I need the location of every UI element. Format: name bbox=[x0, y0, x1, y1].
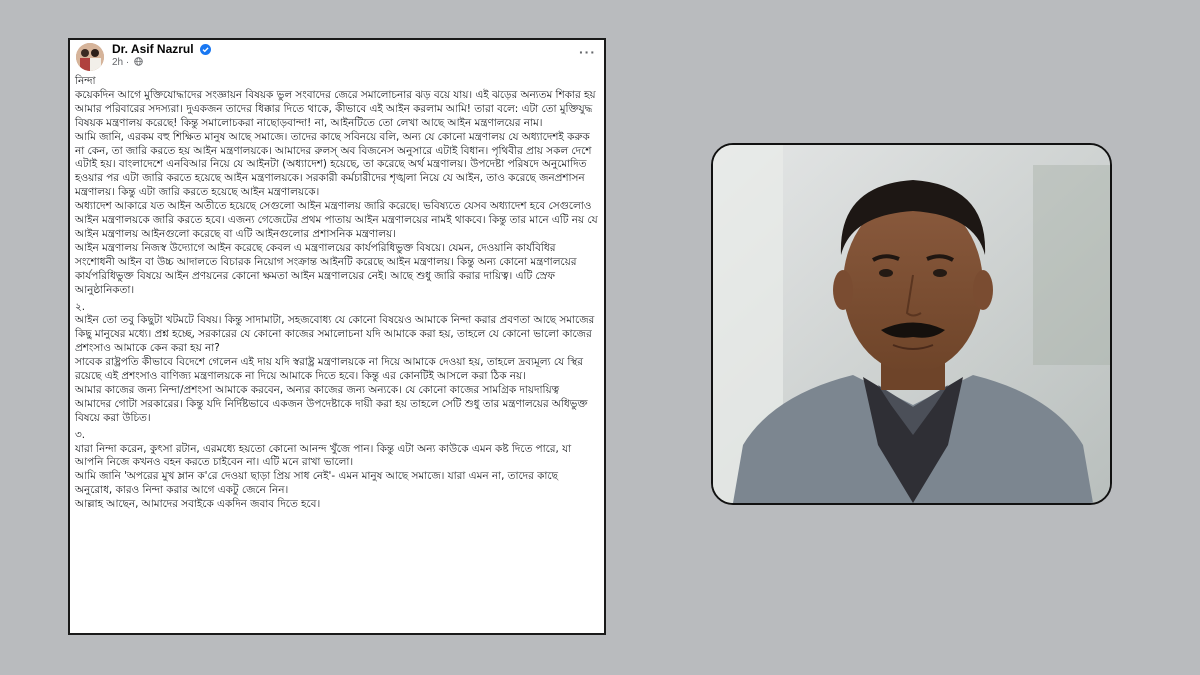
verified-badge-icon bbox=[200, 44, 211, 58]
facebook-post-screenshot bbox=[68, 38, 606, 635]
globe-icon bbox=[134, 57, 143, 69]
more-options-icon[interactable]: ··· bbox=[579, 44, 596, 60]
author-name-text[interactable]: Dr. Asif Nazrul bbox=[112, 42, 194, 56]
author-name[interactable] bbox=[112, 42, 211, 58]
post-paragraph: আইন তো তবু কিছুটা খটমটে বিষয়। কিন্তু সাদামাটা, সহজবোধ্য যে কোনো বিষয়েও আমাকে নিন্দা করার প্রবণতা আছে সমাজের কিছু মানুষের মধ্যে। প্রশ্ন হচ্ছে, সরকারের যে কোনো কাজের সমালোচনা যদি আমাকে করা হয়, তাহলে যে কোনো ভালো কাজের প্রশংসাও আমাকে কেন করা হয় না? bbox=[75, 314, 595, 355]
post-paragraph: অধ্যাদেশ আকারে যত আইন অতীতে হয়েছে সেগুলো আইন মন্ত্রণালয় জারি করেছে। ভবিষ্যতে যেসব অধ্যাদেশ হবে সেগুলোও আইন মন্ত্রণালয়কে জারি করতে হবে। এজন্য গেজেটের প্রথম পাতায় আইন মন্ত্রণালয়ের নামই থাকবে। কিন্তু তার মানে এটি নয় যে আইন মন্ত্রণালয় আইনগুলো করেছে বা এটি আইনগুলোর প্রশাসনিক মন্ত্রণালয়। bbox=[75, 200, 598, 240]
post-time[interactable]: 2h bbox=[112, 57, 124, 68]
post-paragraph: আমি জানি 'অপরের মুখ ম্লান ক'রে দেওয়া ছাড়া প্রিয় সাধ নেই'- এমন মানুষ আছে সমাজে। যারা এমন না, তাদের কাছে অনুরোধ, কারও নিন্দা করার আগে একটু জেনে নিন। bbox=[75, 470, 558, 497]
post-paragraph: আল্লাহ আছেন, আমাদের সবাইকে একদিন জবাব দিতে হবে। bbox=[75, 498, 321, 511]
post-paragraph: আমি জানি, এরকম বহু শিক্ষিত মানুষ আছে সমাজে। তাদের কাছে সবিনয়ে বলি, অন্য যে কোনো মন্ত্রণালয় যে অধ্যাদেশই করুক না কেন, তা জারি করতে হয় আইন মন্ত্রণালয়কে। আমাদের রুলস্ অব বিজনেস অনুসারে এটাই বিধান। পৃথিবীর প্রায় সকল দেশে এটাই হয়। বাংলাদেশে এনবিআর নিয়ে যে আইনটা (অধ্যাদেশ) হয়েছে, তা করেছে অর্থ মন্ত্রণালয়। উপদেষ্টা পরিষদে অনুমোদিত হওয়ার পর এটা জারি করতে হয়েছে আইন মন্ত্রণালয়কে। সরকারী কর্মচারীদের শৃঙ্খলা নিয়ে যে আইন, তাও করেছে জনপ্রশাসন মন্ত্রণালয়। কিন্তু এটা জারি করতে হয়েছে আইন মন্ত্রণালয়কে। bbox=[75, 130, 592, 199]
post-body bbox=[70, 74, 604, 512]
post-paragraph: সাবেক রাষ্ট্রপতি কীভাবে বিদেশে গেলেন এই দায় যদি স্বরাষ্ট্র মন্ত্রণালয়কে না দিয়ে আমাকে দেওয়া হয়, তাহলে দ্রব্যমূল্য যে স্থির রয়েছে এই প্রশংসাও বাণিজ্য মন্ত্রণালয়কে না দিয়ে আমাকে দিতে হবে। কিন্তু এর কোনটিই আসলে করা ঠিক নয়। bbox=[75, 356, 583, 383]
portrait-photo bbox=[711, 143, 1112, 505]
author-avatar[interactable] bbox=[76, 43, 104, 71]
section-number: ২. bbox=[75, 300, 86, 313]
post-heading: নিন্দা bbox=[75, 75, 96, 87]
post-header bbox=[70, 40, 604, 74]
post-paragraph: আমার কাজের জন্য নিন্দা/প্রশংসা আমাকে করবেন, অন্যর কাজের জন্য অন্যকে। যে কোনো কাজের সামগ্রিক দায়দায়িত্ব আমাদের গোটা সরকারের। কিন্তু যদি নির্দিষ্টভাবে একজন উপদেষ্টাকে দায়ী করা হয় তাহলে সেটি শুধু তার মন্ত্রণালয়ের অধিভুক্ত বিষয়ে করা উচিত। bbox=[75, 383, 588, 424]
post-paragraph: আইন মন্ত্রণালয় নিজস্ব উদ্যোগে আইন করেছে কেবল এ মন্ত্রণালয়ের কার্যপরিধিভুক্ত বিষয়ে। যেমন, দেওয়ানি কার্যবিধির সংশোধনী আইন বা উচ্চ আদালতে বিচারক নিয়োগ সংক্রান্ত আইনটি করেছে আইন মন্ত্রণালয়। কিন্তু অন্য কোনো মন্ত্রণালয়ের কার্যপরিধিভুক্ত বিষয়ে আইন প্রণয়নের কোনো ক্ষমতা আইন মন্ত্রণালয়ের নেই। আছে শুধু জারি করার দায়িত্ব। এটি স্রেফ আনুষ্ঠানিকতা। bbox=[75, 241, 577, 296]
post-meta bbox=[112, 57, 143, 69]
meta-separator: · bbox=[125, 57, 130, 68]
post-paragraph: যারা নিন্দা করেন, কুৎসা রটান, এরমধ্যে হয়তো কোনো আনন্দ খুঁজে পান। কিন্তু এটা অন্য কাউকে এমন কষ্ট দিতে পারে, যা আপনি নিজে কখনও বহন করতে চাইবেন না। এটি মনে রাখা ভালো। bbox=[75, 442, 572, 469]
portrait-illustration bbox=[713, 145, 1110, 503]
post-paragraph: কয়েকদিন আগে মুক্তিযোদ্ধাদের সংজ্ঞায়ন বিষয়ক ভুল সংবাদের জেরে সমালোচনার ঝড় বয়ে যায়। এই ঝড়ের অন্যতম শিকার হয় আমার পরিবারের সদস্যরা। দুএকজন তাদের ধিক্কার দিতে থাকে, কীভাবে এই আইন করলাম আমি! তারা বলে: এটা তো মুক্তিযুদ্ধ বিষয়ক মন্ত্রণালয় করেছে! কিন্তু সমালোচকরা নাছোড়বান্দা! না, আইনটিতে তো লেখা আছে আইন মন্ত্রণালয়ের নাম। bbox=[75, 88, 596, 129]
section-number: ৩. bbox=[75, 428, 86, 441]
